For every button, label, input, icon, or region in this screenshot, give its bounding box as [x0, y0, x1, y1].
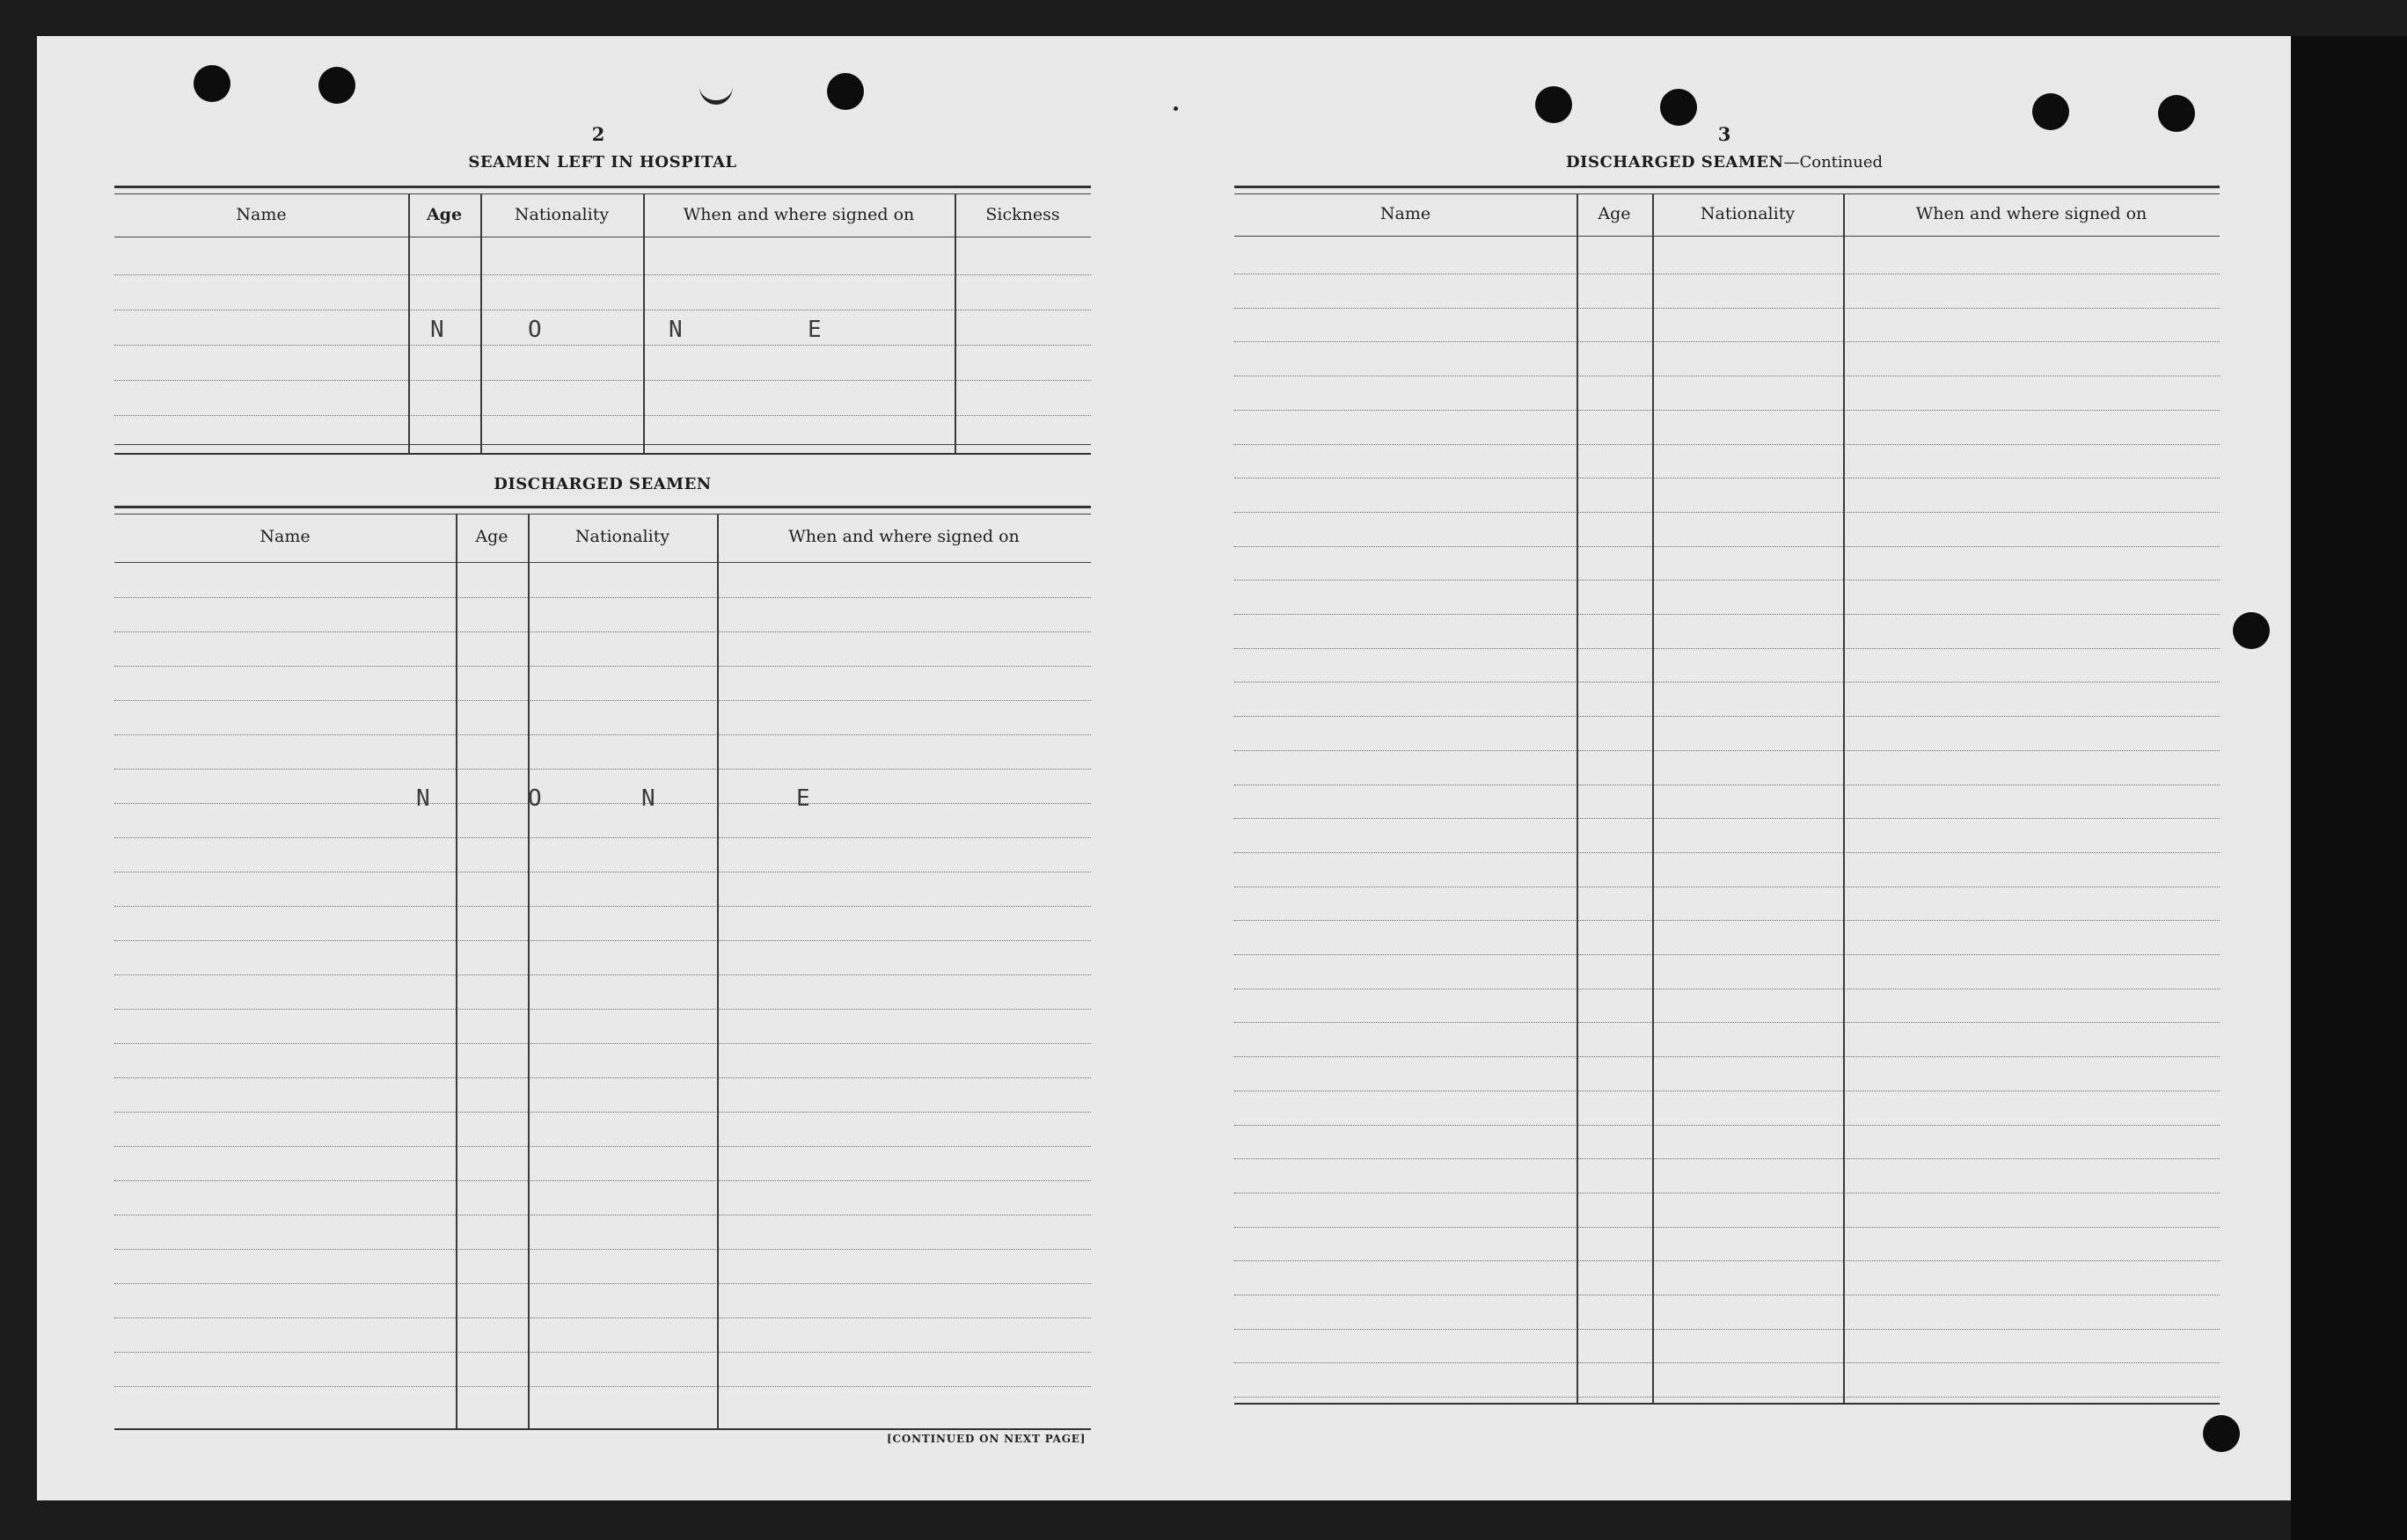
continued-note: [CONTINUED ON NEXT PAGE] [887, 1433, 1086, 1445]
ruled-line [114, 1317, 1091, 1318]
ink-speck [1174, 106, 1178, 111]
typed-none-letter: O [528, 317, 542, 343]
ruled-line [114, 1386, 1091, 1387]
ruled-line [1234, 1260, 2220, 1261]
punch-hole [194, 65, 230, 102]
punch-hole [699, 69, 733, 105]
ruled-line [1234, 1022, 2220, 1023]
ruled-line [1234, 954, 2220, 955]
column-header-signed-on: When and where signed on [788, 527, 1020, 546]
ruled-line [114, 1146, 1091, 1147]
discharged-table [114, 506, 1091, 1434]
ruled-line [114, 631, 1091, 632]
typed-none-letter: N [669, 317, 683, 343]
column-header-nationality: Nationality [574, 527, 670, 546]
ruled-line [1234, 1125, 2220, 1126]
typed-none-letter: N [430, 317, 444, 343]
column-header-age: Age [426, 205, 463, 224]
ruled-line [1234, 614, 2220, 615]
page-number-left: 2 [591, 123, 605, 145]
column-header-nationality: Nationality [514, 205, 610, 224]
punch-hole [2032, 93, 2069, 130]
punch-hole [1660, 89, 1697, 126]
column-header-nationality: Nationality [1700, 204, 1796, 223]
column-header-name: Name [1379, 204, 1431, 223]
ruled-line [114, 1009, 1091, 1010]
ruled-line [114, 597, 1091, 598]
discharged-continued-table [1234, 186, 2220, 1408]
punch-hole [2158, 95, 2195, 132]
typed-none-letter: N [641, 785, 655, 812]
ruled-line [114, 974, 1091, 975]
ruled-line [1234, 341, 2220, 342]
punch-hole [318, 67, 355, 104]
ruled-line [114, 1352, 1091, 1353]
ruled-line [1234, 512, 2220, 513]
column-header-age: Age [1598, 204, 1631, 223]
typed-none-letter: O [528, 785, 542, 812]
ruled-line [1234, 1397, 2220, 1398]
ruled-line [114, 1112, 1091, 1113]
punch-hole [1535, 86, 1572, 123]
ruled-line [114, 769, 1091, 770]
column-header-signed-on: When and where signed on [683, 205, 915, 224]
column-header-name: Name [260, 527, 311, 546]
typed-none-letter: E [796, 785, 810, 812]
ruled-line [1234, 410, 2220, 411]
ruled-line [114, 1283, 1091, 1284]
ruled-line [1234, 444, 2220, 445]
discharged-continued-title [1496, 153, 1953, 172]
ruled-line [1234, 852, 2220, 853]
column-header-age: Age [475, 527, 508, 546]
ruled-line [114, 1180, 1091, 1181]
typed-none-letter: N [416, 785, 430, 812]
ruled-line [1234, 920, 2220, 921]
title-main: DISCHARGED SEAMEN [1565, 153, 1784, 172]
ruled-line [114, 700, 1091, 701]
column-header-name: Name [236, 205, 287, 224]
discharged-section-title: DISCHARGED SEAMEN [494, 475, 712, 493]
column-header-sickness: Sickness [985, 205, 1060, 224]
ruled-line [1234, 1362, 2220, 1363]
ruled-line [1234, 1158, 2220, 1159]
ruled-line [1234, 1056, 2220, 1057]
ruled-line [114, 734, 1091, 735]
ruled-line [1234, 308, 2220, 309]
title-continued: —Continued [1783, 153, 1884, 172]
ruled-line [114, 906, 1091, 907]
typed-none-letter: E [808, 317, 822, 343]
ruled-line [114, 940, 1091, 941]
ruled-line [1234, 1329, 2220, 1330]
page-number-right: 3 [1717, 123, 1731, 145]
ruled-line [114, 803, 1091, 804]
ruled-line [114, 1043, 1091, 1044]
punch-hole [2203, 1415, 2240, 1452]
ruled-line [114, 666, 1091, 667]
hospital-section-title: SEAMEN LEFT IN HOSPITAL [468, 153, 737, 172]
ruled-line [1234, 648, 2220, 649]
hospital-table [114, 186, 1091, 455]
ruled-line [1234, 750, 2220, 751]
ruled-line [114, 837, 1091, 838]
ruled-line [114, 1077, 1091, 1078]
ruled-line [1234, 818, 2220, 819]
ruled-line [1234, 1227, 2220, 1228]
column-header-signed-on: When and where signed on [1915, 204, 2147, 223]
punch-hole [827, 73, 864, 110]
scan-border [2291, 36, 2407, 1540]
punch-hole [2233, 612, 2270, 649]
ruled-line [1234, 546, 2220, 547]
ruled-line [1234, 716, 2220, 717]
ruled-line [114, 1249, 1091, 1250]
